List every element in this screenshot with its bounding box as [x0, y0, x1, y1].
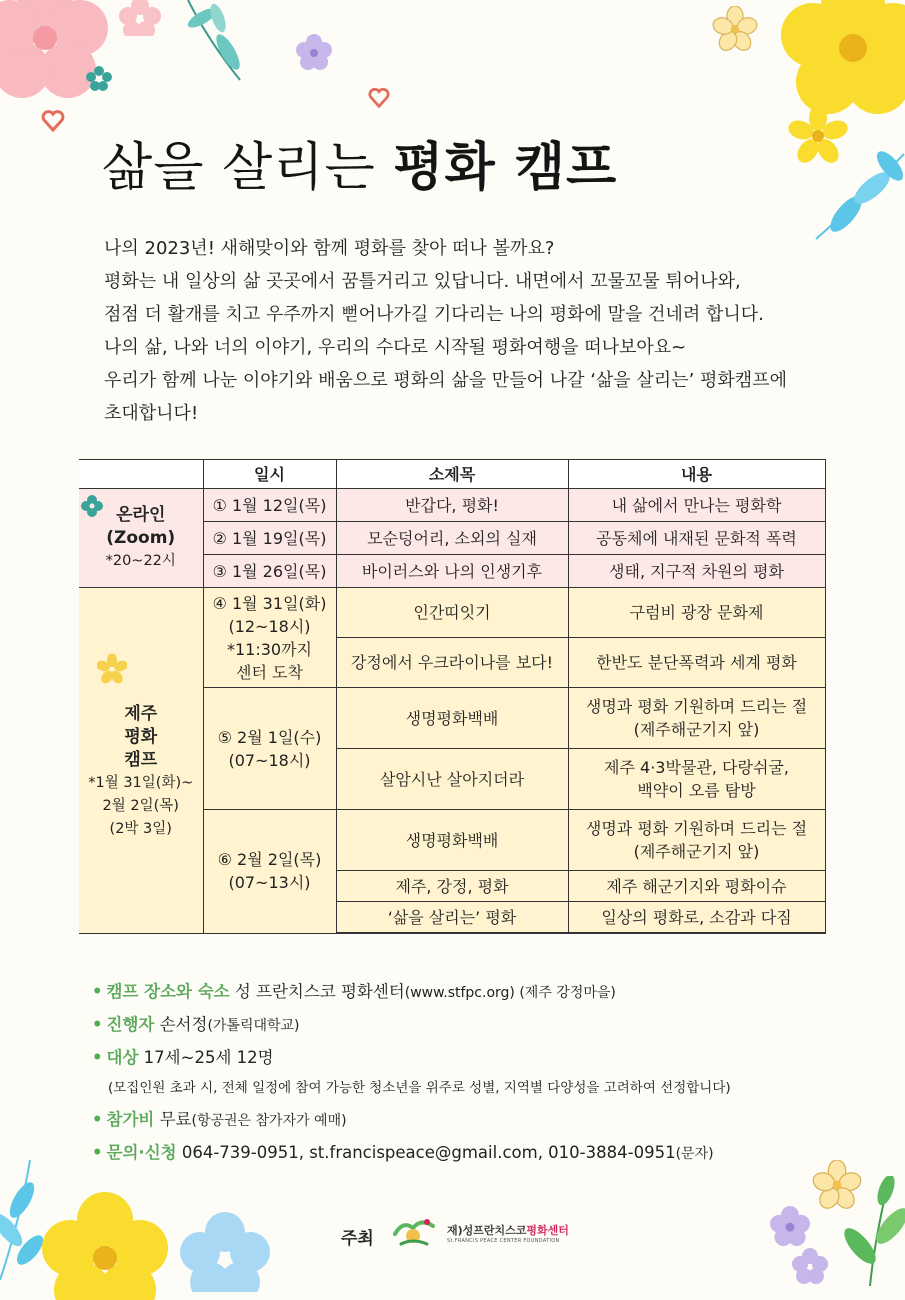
category-jeju-name: 캠프 — [124, 750, 158, 771]
yellow-flower-icon — [97, 654, 127, 684]
session-date — [203, 688, 336, 810]
category-online — [79, 489, 203, 588]
date-line: *11:30까지 — [226, 639, 313, 659]
category-jeju-note: *1월 31일(화)~ — [88, 775, 194, 792]
table-header-row — [79, 460, 825, 489]
big-yellow-flower-decoration — [778, 0, 905, 120]
content-line: 제주 4·3박물관, 다랑쉬굴, — [604, 758, 789, 777]
category-online-note: *20~22시 — [105, 552, 176, 569]
intro-paragraph — [104, 232, 824, 430]
page-title — [102, 128, 802, 208]
outline-yellow-flower-decoration — [712, 6, 758, 52]
info-item-contact — [92, 1141, 714, 1165]
session-topic: 인간띠잇기 — [336, 588, 568, 638]
lavender-flower-decoration — [296, 34, 332, 70]
session-date: ① 1월 12일(목) — [203, 489, 336, 522]
session-date: ③ 1월 26일(목) — [203, 555, 336, 588]
session-topic: 모순덩어리, 소외의 실재 — [336, 522, 568, 555]
content-line: (제주해군기지 앞) — [633, 720, 760, 739]
organization-name — [447, 1222, 569, 1238]
date-line: ④ 1월 31일(화) — [212, 593, 327, 613]
lavender-flower-decoration — [790, 1248, 830, 1284]
session-topic: 살암시난 살아지더라 — [336, 749, 568, 810]
session-content: 제주 해군기지와 평화이슈 — [568, 871, 825, 902]
intro-line: 나의 삶, 나와 너의 이야기, 우리의 수다로 시작될 평화여행을 떠나보아요~ — [104, 337, 687, 358]
session-content: 구럼비 광장 문화제 — [568, 588, 825, 638]
light-blue-flower-decoration — [180, 1212, 270, 1292]
date-line: (07~13시) — [228, 873, 311, 893]
green-leaf-branch-decoration — [840, 1176, 905, 1286]
session-topic: 강정에서 우크라이나를 보다! — [336, 638, 568, 688]
heart-icon — [367, 86, 391, 110]
small-pink-flower-decoration — [118, 0, 162, 36]
info-detail: (www.stfpc.org) (제주 강정마을) — [404, 985, 616, 1001]
title-bold: 평화 캠프 — [393, 138, 618, 198]
content-line: 생명과 평화 기원하며 드리는 절 — [585, 697, 808, 716]
info-item-target — [92, 1046, 274, 1070]
info-detail: (가톨릭대학교) — [207, 1018, 300, 1034]
schedule-table — [79, 459, 826, 934]
session-content: 한반도 분단폭력과 세계 평화 — [568, 638, 825, 688]
session-content — [568, 688, 825, 749]
session-content: 생태, 지구적 차원의 평화 — [568, 555, 825, 588]
bullet: • — [92, 1048, 103, 1067]
bullet: • — [92, 1015, 103, 1034]
big-yellow-flower-decoration — [40, 1190, 170, 1300]
info-item-leader — [92, 1013, 300, 1037]
info-value: 손서정 — [154, 1015, 208, 1034]
green-small-flower-decoration — [86, 66, 112, 92]
category-online-name: 온라인 — [116, 504, 166, 525]
blue-leaf-branch-decoration — [806, 144, 905, 244]
info-item-place — [92, 980, 616, 1004]
intro-line: 나의 2023년! 새해맞이와 함께 평화를 찾아 떠나 볼까요? — [104, 238, 555, 259]
content-line: 백약이 오름 탐방 — [637, 781, 756, 800]
table-row — [79, 588, 825, 638]
intro-line: 초대합니다! — [104, 403, 199, 424]
info-value: 17세~25세 12명 — [138, 1048, 274, 1067]
date-line: (12~18시) — [228, 616, 311, 636]
clover-icon — [81, 495, 103, 517]
session-date — [203, 810, 336, 934]
bullet: • — [92, 1110, 103, 1129]
lavender-flower-decoration — [770, 1206, 810, 1246]
info-label: 문의·신청 — [106, 1143, 177, 1162]
info-label: 대상 — [106, 1048, 139, 1067]
info-target-note: (모집인원 초과 시, 전체 일정에 참여 가능한 청소년을 위주로 성별, 지역별 다양성을 고려하여 선정합니다) — [108, 1080, 731, 1096]
heart-icon — [40, 108, 66, 134]
info-item-fee — [92, 1108, 347, 1132]
category-online-name: (Zoom) — [106, 527, 176, 548]
info-value: 064-739-0951, st.francispeace@gmail.com, 010-3884-0951 — [176, 1143, 676, 1162]
date-line: ⑤ 2월 1일(수) — [217, 727, 322, 747]
teal-leaf-branch-decoration — [178, 0, 258, 85]
category-jeju — [79, 588, 203, 934]
info-label: 참가비 — [106, 1110, 155, 1129]
info-value: 성 프란치스코 평화센터 — [229, 982, 405, 1001]
table-header-date: 일시 — [203, 460, 336, 489]
session-content: 내 삶에서 만나는 평화학 — [568, 489, 825, 522]
table-header-content: 내용 — [568, 460, 825, 489]
session-content — [568, 810, 825, 871]
intro-line: 우리가 함께 나눈 이야기와 배움으로 평화의 삶을 만들어 나갈 ‘삶을 살리는’ 평화캠프에 — [104, 370, 787, 391]
category-jeju-name: 평화 — [124, 727, 158, 748]
title-regular: 삶을 살리는 — [102, 138, 394, 198]
session-topic: 바이러스와 나의 인생기후 — [336, 555, 568, 588]
bullet: • — [92, 1143, 103, 1162]
intro-line: 평화는 내 일상의 삶 곳곳에서 꿈틀거리고 있답니다. 내면에서 꼬물꼬물 튀어나와, — [104, 271, 741, 292]
info-value: 무료 — [154, 1110, 192, 1129]
session-topic: 반갑다, 평화! — [336, 489, 568, 522]
table-header-topic: 소제목 — [336, 460, 568, 489]
info-label: 진행자 — [106, 1015, 155, 1034]
session-content — [568, 749, 825, 810]
content-line: (제주해군기지 앞) — [633, 842, 760, 861]
org-name-highlight: 평화센터 — [526, 1224, 569, 1237]
session-date — [203, 588, 336, 688]
organization-subtitle: St.FRANCIS PEACE CENTER FOUNDATION — [447, 1238, 560, 1244]
org-name-prefix: 재)성프란치스코 — [447, 1224, 527, 1237]
info-label: 캠프 장소와 숙소 — [106, 982, 230, 1001]
info-detail: (항공권은 참가자가 예매) — [191, 1113, 347, 1129]
bullet: • — [92, 982, 103, 1001]
category-jeju-note: (2박 3일) — [109, 821, 172, 838]
date-line: (07~18시) — [228, 750, 311, 770]
table-row — [79, 489, 825, 522]
host-label: 주최 — [341, 1229, 374, 1249]
category-jeju-name: 제주 — [124, 704, 158, 725]
date-line: ⑥ 2월 2일(목) — [217, 850, 322, 870]
table-header-blank — [79, 460, 203, 489]
session-topic: 생명평화백배 — [336, 688, 568, 749]
date-line: 센터 도착 — [236, 662, 303, 682]
content-line: 생명과 평화 기원하며 드리는 절 — [585, 819, 808, 838]
session-topic: 생명평화백배 — [336, 810, 568, 871]
peace-center-logo-icon — [391, 1214, 437, 1248]
session-date: ② 1월 19일(목) — [203, 522, 336, 555]
category-jeju-note: 2월 2일(목) — [102, 798, 179, 815]
session-topic: 제주, 강정, 평화 — [336, 871, 568, 902]
session-topic: ‘삶을 살리는’ 평화 — [336, 902, 568, 934]
intro-line: 점점 더 활개를 치고 우주까지 뻗어나가길 기다리는 나의 평화에 말을 건네려 합니다. — [104, 304, 764, 325]
session-content: 일상의 평화로, 소감과 다짐 — [568, 902, 825, 934]
session-content: 공동체에 내재된 문화적 폭력 — [568, 522, 825, 555]
info-detail: (문자) — [675, 1146, 714, 1162]
